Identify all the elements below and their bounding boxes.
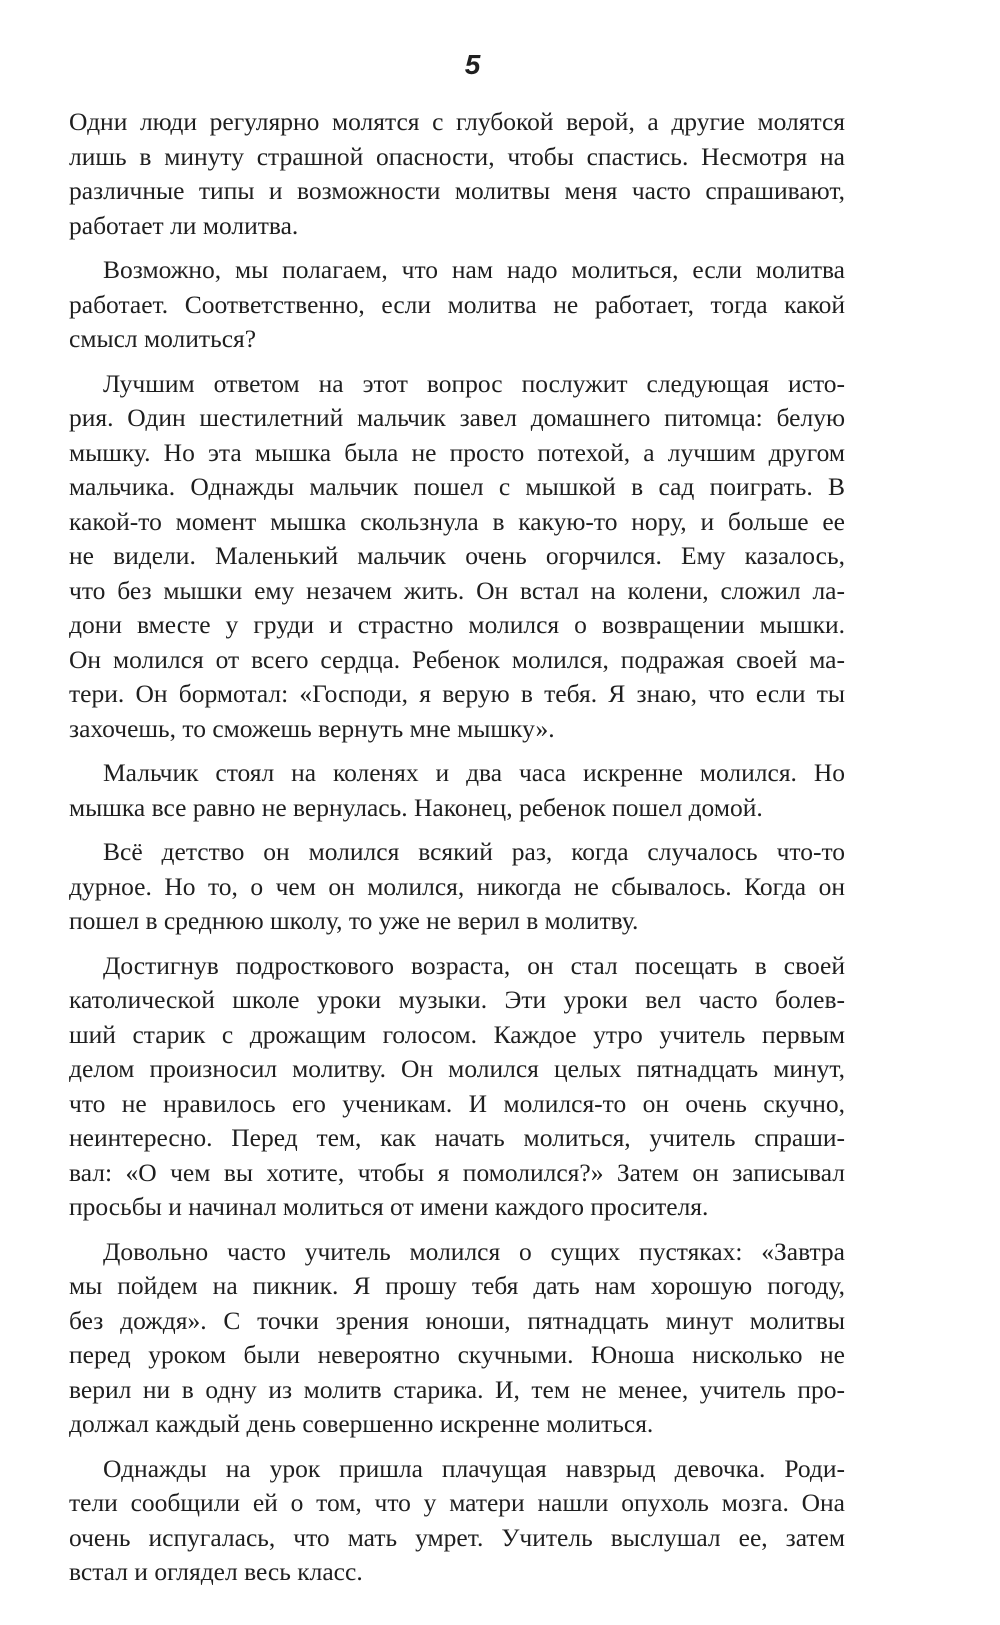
text-line: Одни люди регулярно молятся с глубокой верой, а другие молятся xyxy=(69,107,845,136)
text-line: встал и оглядел весь класс. xyxy=(69,1557,363,1586)
text-line: работает ли молитва. xyxy=(69,210,299,240)
text-line: очень испугалась, что мать умрет. Учитель выслушал ее, затем xyxy=(69,1522,845,1552)
paragraph xyxy=(69,1452,845,1590)
text-line: Возможно, мы полагаем, что нам надо молиться, если молитва xyxy=(103,255,845,284)
text-line: без дождя». С точки зрения юноши, пятнадцать минут молитвы xyxy=(69,1305,845,1335)
paragraph xyxy=(69,835,845,939)
text-line: просьбы и начинал молиться от имени каждого просителя. xyxy=(69,1192,709,1221)
text-line: пошел в среднюю школу, то уже не верил в молитву. xyxy=(69,906,639,935)
text-line: Лучшим ответом на этот вопрос послужит следующая исто- xyxy=(103,368,845,398)
text-line: должал каждый день совершенно искренне молиться. xyxy=(69,1409,654,1438)
text-line: рия. Один шестилетний мальчик завел домашнего питомца: белую xyxy=(69,403,845,432)
text-line: что не нравилось его ученикам. И молился-то он очень скучно, xyxy=(69,1088,845,1118)
text-line: работает. Соответственно, если молитва не работает, тогда какой xyxy=(69,289,845,319)
text-line: различные типы и возможности молитвы меня часто спрашивают, xyxy=(69,176,845,205)
text-line: Мальчик стоял на коленях и два часа искренне молился. Но xyxy=(103,758,845,787)
text-line: тели сообщили ей о том, что у матери нашли опухоль мозга. Она xyxy=(69,1488,845,1517)
text-line: смысл молиться? xyxy=(69,324,257,353)
text-body xyxy=(69,105,845,1600)
text-line: Он молился от всего сердца. Ребенок молился, подражая своей ма- xyxy=(69,644,845,674)
text-line: ший старик с дрожащим голосом. Каждое утро учитель первым xyxy=(69,1019,845,1049)
text-line: тери. Он бормотал: «Господи, я верую в тебя. Я знаю, что если ты xyxy=(69,679,845,708)
text-line: лишь в минуту страшной опасности, чтобы спастись. Несмотря на xyxy=(69,141,845,171)
text-line: католической школе уроки музыки. Эти уроки вел часто болев- xyxy=(69,985,845,1014)
text-line: дурное. Но то, о чем он молился, никогда не сбывалось. Когда он xyxy=(69,871,845,901)
paragraph xyxy=(69,105,845,243)
text-line: мышка все равно не вернулась. Наконец, ребенок пошел домой. xyxy=(69,792,763,822)
text-line: верил ни в одну из молитв старика. И, тем не менее, учитель про- xyxy=(69,1374,845,1404)
text-line: не видели. Маленький мальчик очень огорчился. Ему казалось, xyxy=(69,541,845,570)
paragraph xyxy=(69,949,845,1225)
text-line: делом произносил молитву. Он молился целых пятнадцать минут, xyxy=(69,1054,845,1083)
paragraph xyxy=(69,1235,845,1442)
page-number: 5 xyxy=(464,49,481,80)
text-line: Всё детство он молился всякий раз, когда случалось что-то xyxy=(103,837,845,866)
paragraph xyxy=(69,367,845,747)
text-line: Достигнув подросткового возраста, он стал посещать в своей xyxy=(103,950,845,980)
text-line: какой-то момент мышка скользнула в какую-то нору, и больше ее xyxy=(69,506,845,536)
text-line: Довольно часто учитель молился о сущих пустяках: «Завтра xyxy=(103,1236,845,1266)
text-line: Однажды на урок пришла плачущая навзрыд девочка. Роди- xyxy=(103,1453,845,1483)
paragraph xyxy=(69,253,845,357)
text-line: дони вместе у груди и страстно молился о возвращении мышки. xyxy=(69,610,845,639)
text-line: вал: «О чем вы хотите, чтобы я помолился?» Затем он записывал xyxy=(69,1157,845,1187)
paragraph xyxy=(69,756,845,825)
text-line: перед уроком были невероятно скучными. Юноша нисколько не xyxy=(69,1340,845,1369)
text-line: мы пойдем на пикник. Я прошу тебя дать нам хорошую погоду, xyxy=(69,1271,845,1300)
text-line: мальчика. Однажды мальчик пошел с мышкой в сад поиграть. В xyxy=(69,472,845,501)
text-line: захочешь, то сможешь вернуть мне мышку». xyxy=(69,713,555,743)
text-line: что без мышки ему незачем жить. Он встал на колени, сложил ла- xyxy=(69,575,845,605)
text-line: неинтересно. Перед тем, как начать молиться, учитель спраши- xyxy=(69,1123,845,1152)
text-line: мышку. Но эта мышка была не просто потехой, а лучшим другом xyxy=(69,437,845,467)
